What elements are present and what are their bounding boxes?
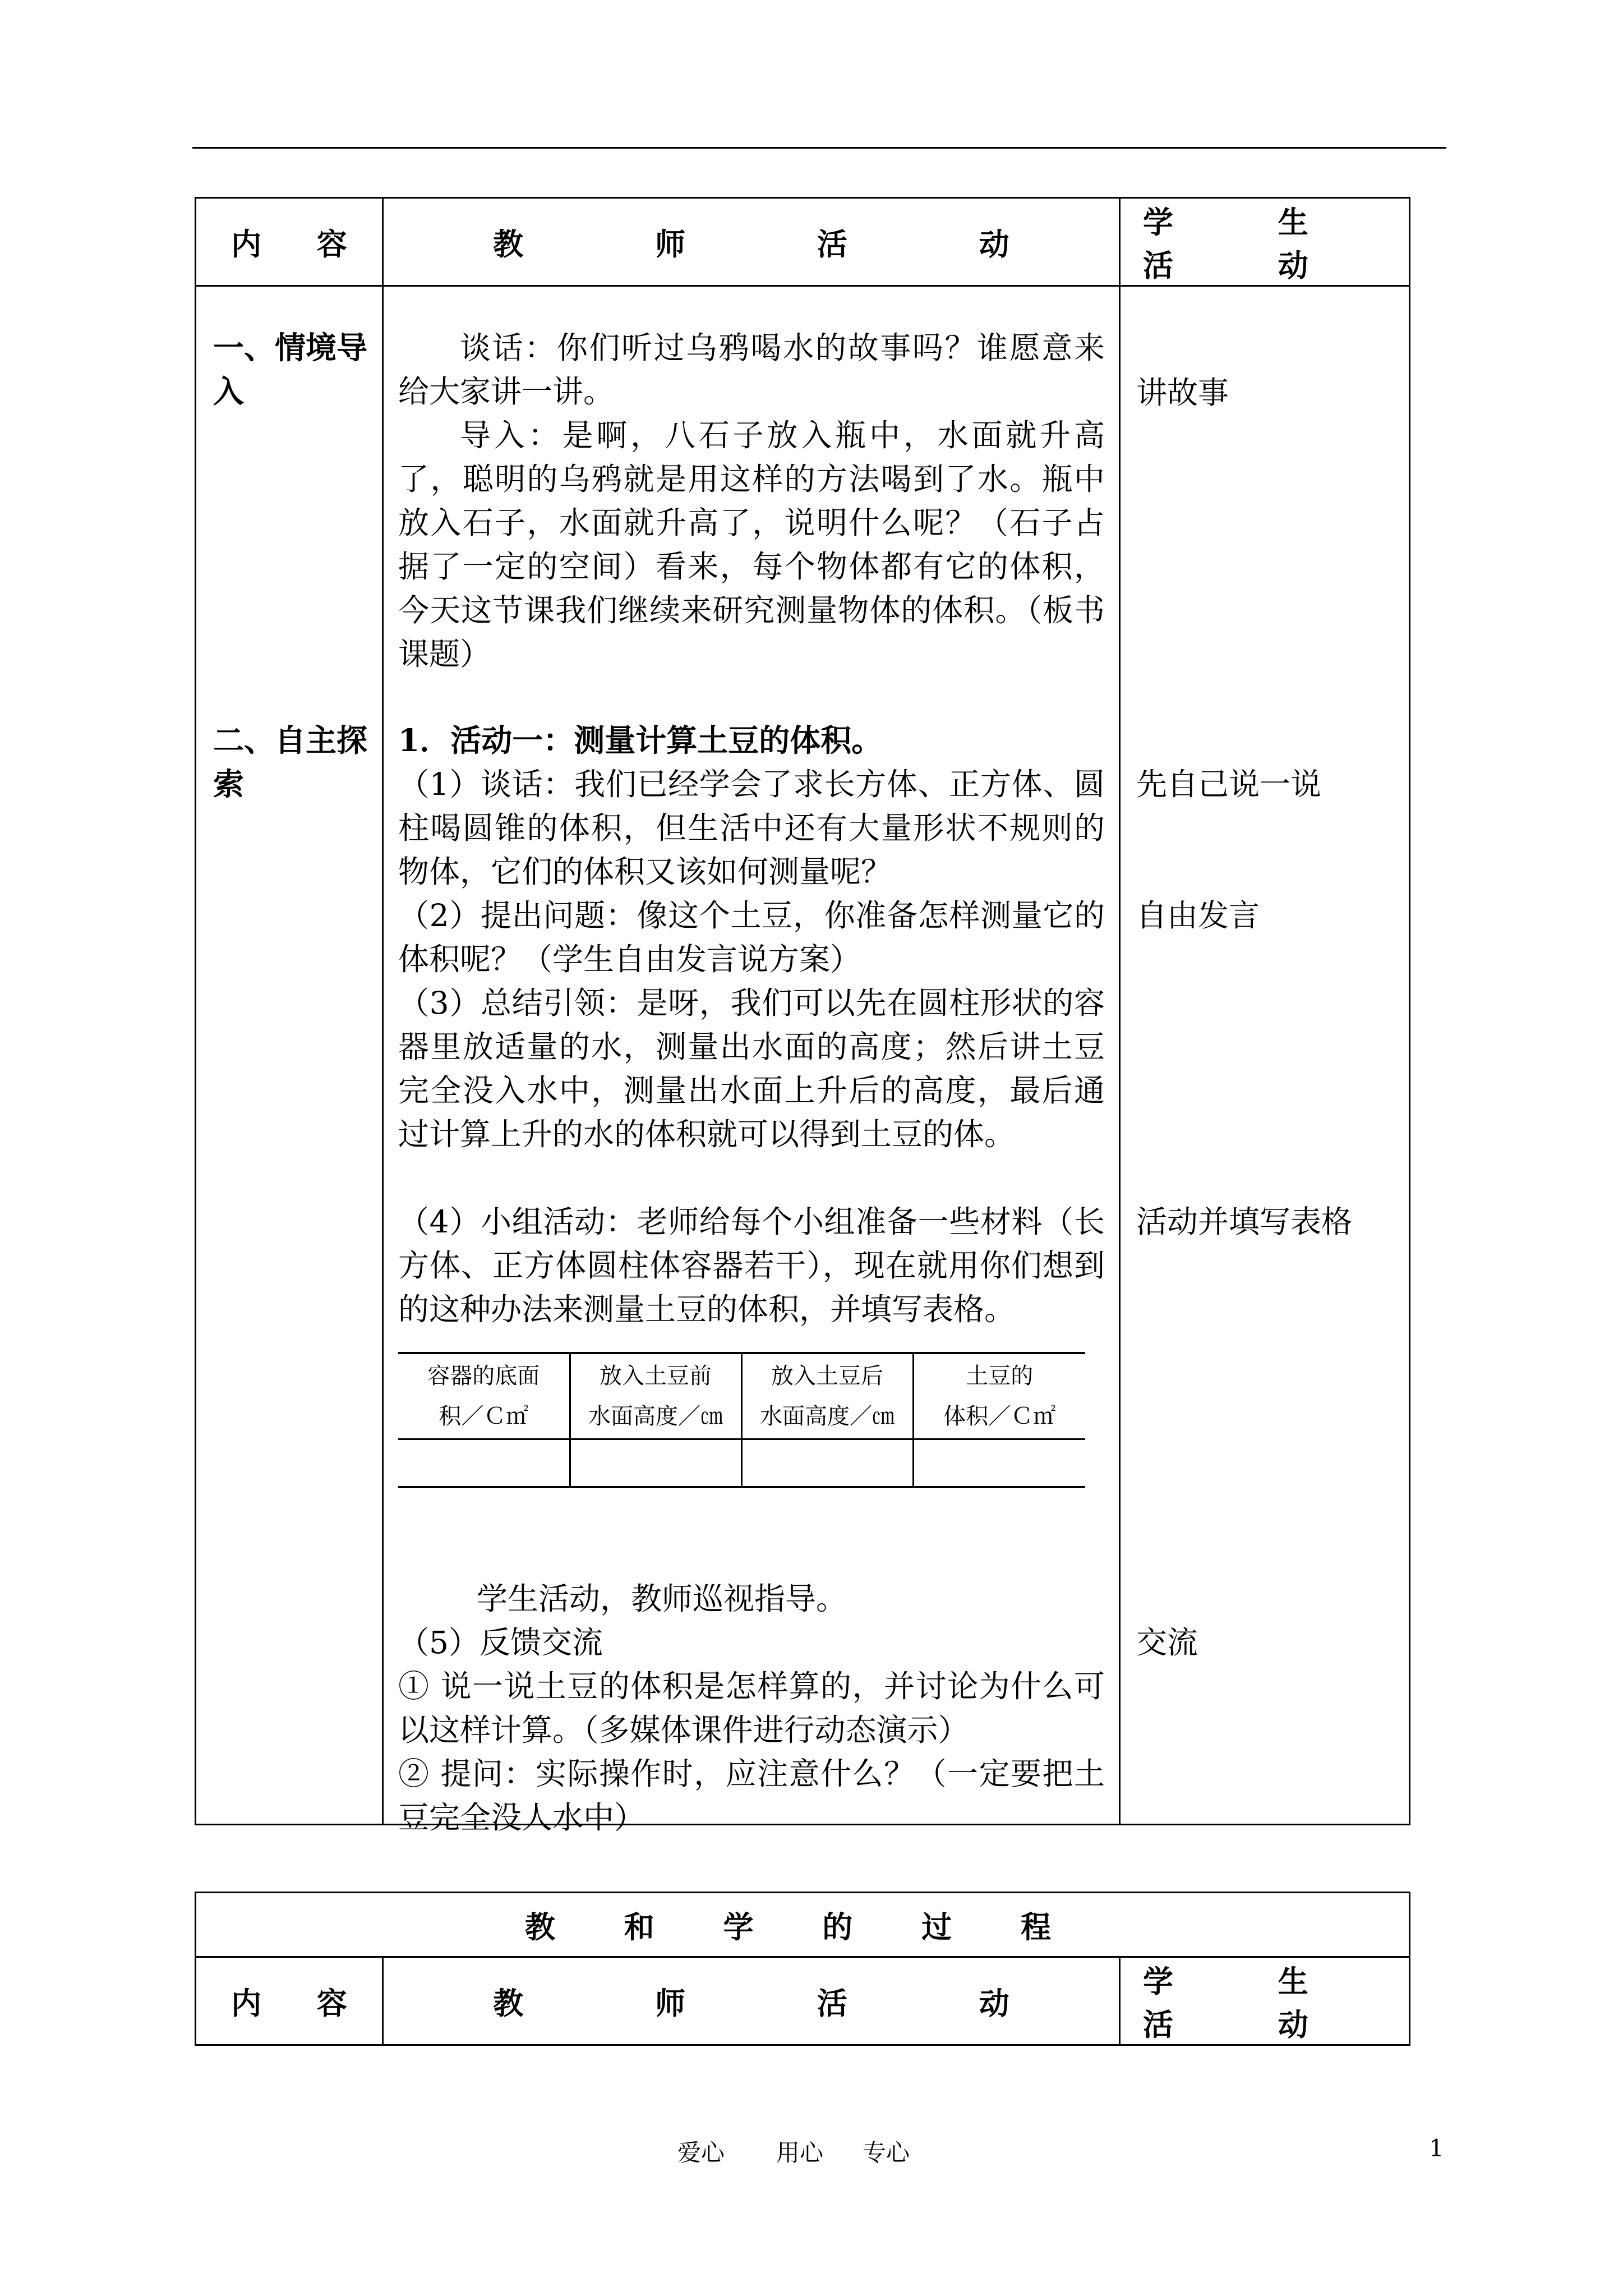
student-explore-2: 自由发言	[1136, 898, 1260, 933]
footer-motto-1: 爱心	[677, 2139, 725, 2166]
step-4: （4）小组活动：老师给每个小组准备一些材料（长方体、正方体圆柱体容器若干），现在就用你们想到的这种办法来测量土豆的体积，并填写表格。	[398, 1204, 1105, 1327]
measurement-table	[398, 1352, 1085, 1488]
measurement-cell[interactable]	[913, 1439, 1085, 1488]
after-table-note: 学生活动，教师巡视指导。	[477, 1581, 847, 1617]
student-explore-3: 活动并填写表格	[1136, 1204, 1353, 1240]
process-table-header	[196, 1957, 1410, 2045]
teacher-column	[383, 286, 1120, 1835]
student-explore-4: 交流	[1136, 1625, 1198, 1660]
section-intro-label: 一、情境导入	[213, 329, 368, 409]
step-5: （5）反馈交流	[398, 1625, 603, 1660]
header-teacher-activity: 教 师 活 动	[383, 198, 1120, 286]
measurement-table-row	[398, 1439, 1085, 1488]
measurement-header-after: 放入土豆后 水面高度／㎝	[741, 1353, 913, 1439]
process-banner: 教 和 学 的 过 程	[196, 1893, 1410, 1957]
measurement-header-before: 放入土豆前 水面高度／㎝	[570, 1353, 741, 1439]
header-content: 内 容	[196, 198, 383, 286]
intro-lead: 导入：是啊，八石子放入瓶中，水面就升高了，聪明的乌鸦就是用这样的方法喝到了水。瓶中放入石子，水面就升高了，说明什么呢？（石子占据了一定的空间）看来，每个物体都有它的体积，今天这节课我们继续来研究测量物体的体积。（板书课题）	[398, 417, 1105, 672]
section-explore-label: 二、自主探索	[213, 722, 368, 802]
question-2: ② 提问：实际操作时，应注意什么？（一定要把土豆完全没人水中）	[398, 1756, 1105, 1835]
footer-motto-2: 用心	[776, 2139, 824, 2166]
process-header-teacher: 教 师 活 动	[383, 1957, 1120, 2045]
measurement-cell[interactable]	[398, 1439, 570, 1488]
lesson-table-body	[196, 286, 1410, 1825]
intro-talk: 谈话：你们听过乌鸦喝水的故事吗？谁愿意来给大家讲一讲。	[398, 330, 1105, 409]
process-header-student: 学 生 活 动	[1120, 1957, 1410, 2045]
measurement-table-header	[398, 1353, 1085, 1439]
lesson-table	[195, 197, 1410, 1835]
step-1: （1）谈话：我们已经学会了求长方体、正方体、圆柱喝圆锥的体积，但生活中还有大量形状不规则的物体，它们的体积又该如何测量呢？	[398, 766, 1105, 890]
measurement-header-volume: 土豆的 体积／Ｃ㎡	[943, 1363, 1056, 1429]
page-number: 1	[1429, 2134, 1444, 2162]
footer-motto-3: 专心	[863, 2139, 910, 2166]
student-explore-1: 先自己说一说	[1136, 766, 1322, 802]
process-banner-row	[196, 1893, 1410, 1957]
process-header-content: 内 容	[196, 1957, 383, 2045]
step-3: （3）总结引领：是呀，我们可以先在圆柱形状的容器里放适量的水，测量出水面的高度；然后讲土豆完全没入水中，测量出水面上升后的高度，最后通过计算上升的水的体积就可以得到土豆的体。	[398, 985, 1105, 1152]
student-intro: 讲故事	[1136, 375, 1229, 411]
measurement-cell[interactable]	[570, 1439, 741, 1488]
header-student-activity: 学 生 活 动	[1120, 198, 1410, 286]
lesson-table-header	[196, 198, 1410, 286]
question-1: ① 说一说土豆的体积是怎样算的，并讨论为什么可以这样计算。（多媒体课件进行动态演示）	[398, 1668, 1105, 1748]
measurement-header-base-area: 容器的底面 积／Ｃ㎡	[398, 1353, 570, 1439]
step-2: （2）提出问题：像这个土豆，你准备怎样测量它的体积呢？（学生自由发言说方案）	[398, 898, 1105, 977]
content-column	[196, 286, 383, 1825]
measurement-cell[interactable]	[741, 1439, 913, 1488]
activity-one-title: 1．活动一：测量计算土豆的体积。	[398, 722, 883, 758]
header-rule	[192, 147, 1446, 149]
process-table	[195, 1892, 1410, 2046]
student-column	[1120, 286, 1410, 1825]
